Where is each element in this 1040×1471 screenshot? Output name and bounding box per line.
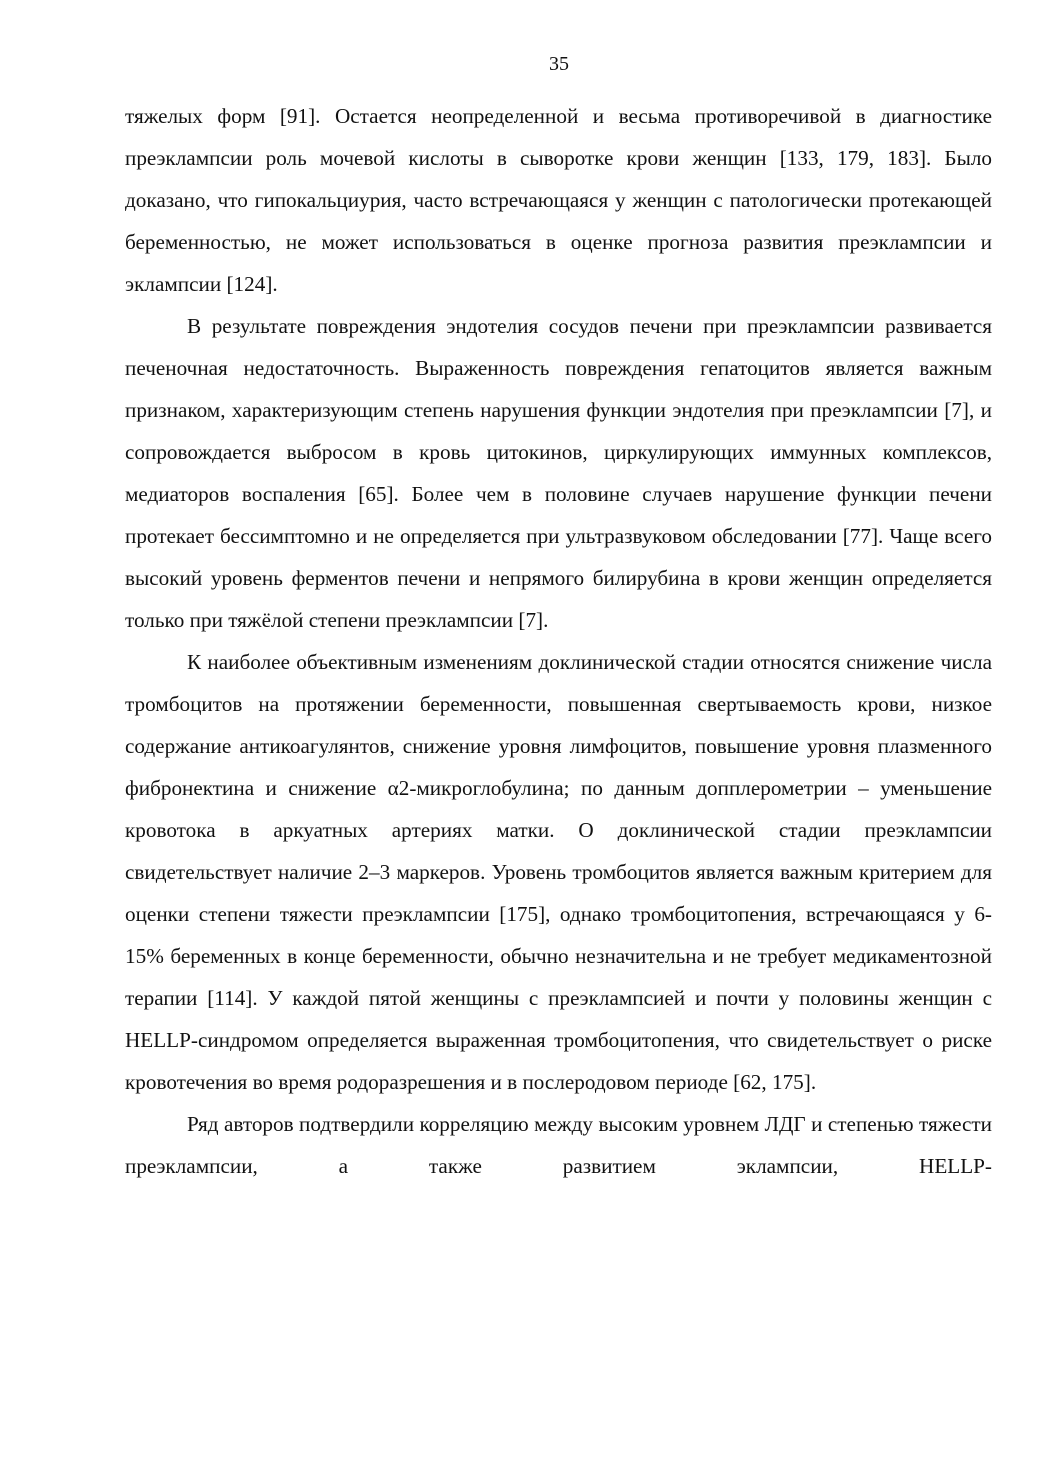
paragraph-continuation: тяжелых форм [91]. Остается неопределенной и весьма противоречивой в диагностике преэклампсии роль мочевой кислоты в сыворотке крови женщин [133, 179, 183]. Было доказано, что гипокальциурия, часто встречающаяся у женщин с патологически протекающей беременностью, не может использоваться в оценке прогноза развития преэклампсии и эклампсии [124].: [125, 104, 992, 296]
document-body: [125, 95, 992, 1187]
paragraph-preclinical-stage: К наиболее объективным изменениям доклинической стадии относятся снижение числа тромбоцитов на протяжении беременности, повышенная свертываемость крови, низкое содержание антикоагулянтов, снижение уровня лимфоцитов, повышение уровня плазменного фибронектина и снижение α2-микроглобулина; по данным допплерометрии – уменьшение кровотока в аркуатных артериях матки. О доклинической стадии преэклампсии свидетельствует наличие 2–3 маркеров. Уровень тромбоцитов является важным критерием для оценки степени тяжести преэклампсии [175], однако тромбоцитопения, встречающаяся у 6-15% беременных в конце беременности, обычно незначительна и не требует медикаментозной терапии [114]. У каждой пятой женщины с преэклампсией и почти у половины женщин с HELLP-синдромом определяется выраженная тромбоцитопения, что свидетельствует о риске кровотечения во время родоразрешения и в послеродовом периоде [62, 175].: [125, 650, 992, 1094]
page-number: 35: [549, 53, 569, 75]
paragraph-liver-damage: В результате повреждения эндотелия сосудов печени при преэклампсии развивается печеночная недостаточность. Выраженность повреждения гепатоцитов является важным признаком, характеризующим степень нарушения функции эндотелия при преэклампсии [7], и сопровождается выбросом в кровь цитокинов, циркулирующих иммунных комплексов, медиаторов воспаления [65]. Более чем в половине случаев нарушение функции печени протекает бессимптомно и не определяется при ультразвуковом обследовании [77]. Чаще всего высокий уровень ферментов печени и непрямого билирубина в крови женщин определяется только при тяжёлой степени преэклампсии [7].: [125, 314, 992, 632]
paragraph-ldh-correlation: Ряд авторов подтвердили корреляцию между высоким уровнем ЛДГ и степенью тяжести преэклампсии, а также развитием эклампсии, HELLP-: [125, 1112, 992, 1178]
